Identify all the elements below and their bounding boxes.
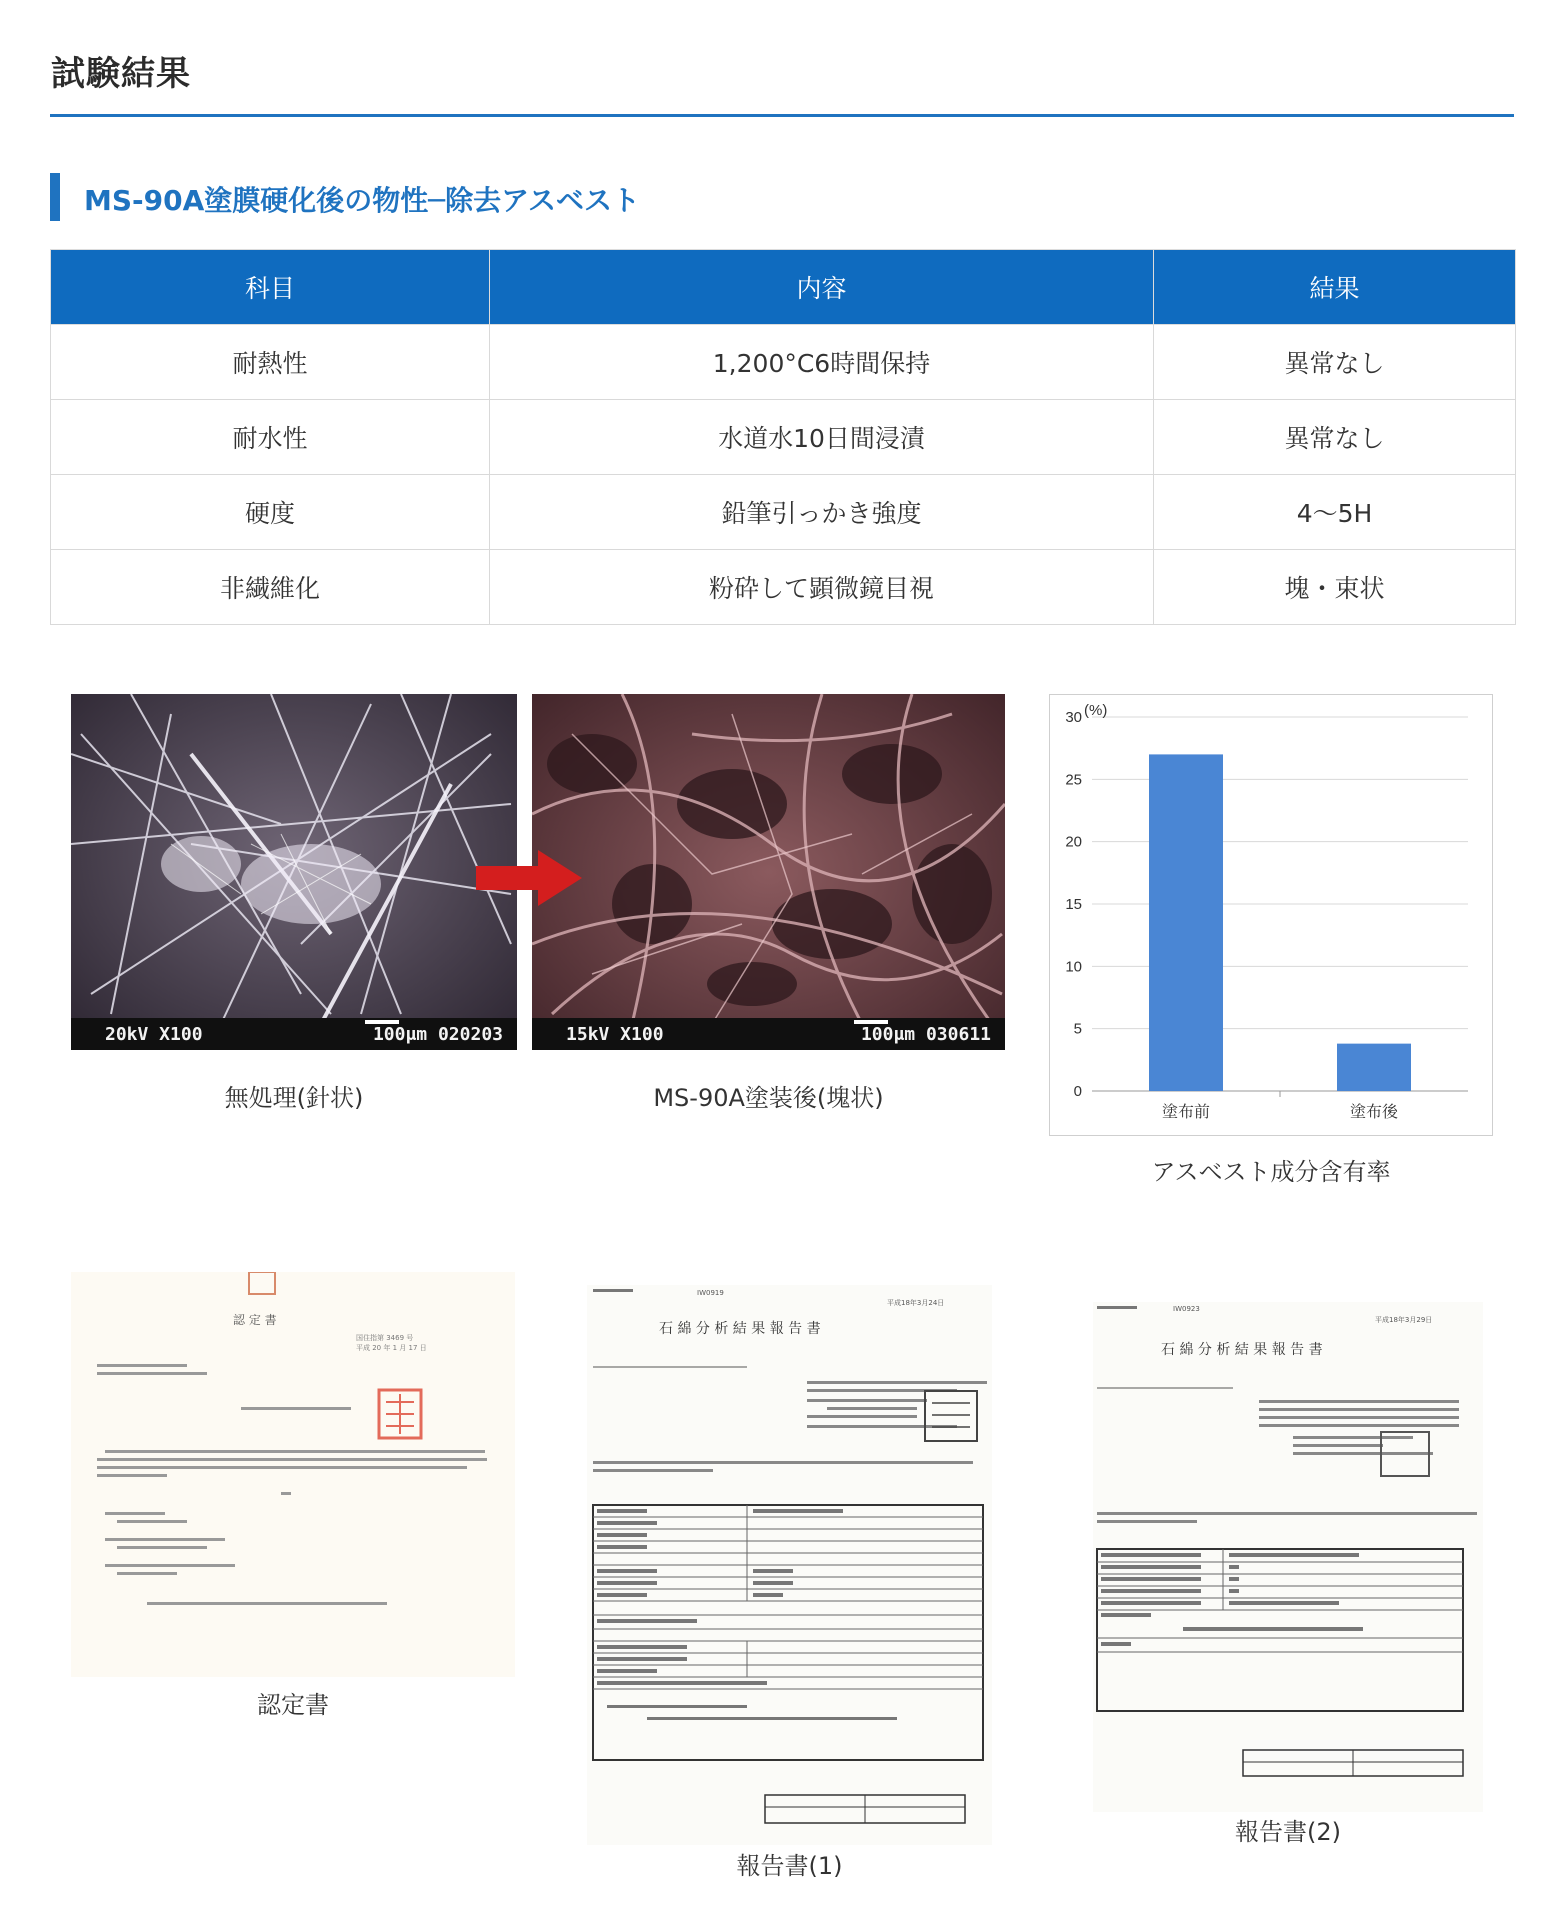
cell-subject: 硬度 <box>51 475 490 550</box>
report-2-image <box>1093 1302 1483 1812</box>
photo-caption-untreated: 無処理(針状) <box>224 1084 364 1112</box>
report-document-2 <box>1093 1302 1483 1812</box>
certificate-image <box>71 1272 515 1677</box>
y-tick-label: 10 <box>1065 958 1082 976</box>
sem-settings: 20kV X100 <box>105 1024 203 1045</box>
report-1-heading: 石 綿 分 析 結 果 報 告 書 <box>659 1321 821 1337</box>
bar-chart <box>1050 695 1492 1135</box>
certificate-number: 国住指第 3469 号 <box>356 1334 414 1342</box>
cell-content: 1,200°C6時間保持 <box>490 325 1154 400</box>
sem-photo-treated <box>532 694 1005 1050</box>
header-subject: 科目 <box>51 250 490 325</box>
certificate-date: 平成 20 年 1 月 17 日 <box>356 1344 427 1352</box>
cell-result: 4〜5H <box>1154 475 1516 550</box>
title-divider <box>50 114 1514 117</box>
report-2-number: IW0923 <box>1173 1305 1200 1313</box>
header-content: 内容 <box>490 250 1154 325</box>
table-header-row <box>51 250 1516 325</box>
sem-photo-untreated <box>71 694 517 1050</box>
arrow-right-icon <box>476 850 582 906</box>
y-tick-label: 30 <box>1065 709 1082 726</box>
cell-result: 塊・束状 <box>1154 550 1516 625</box>
y-tick-label: 20 <box>1065 833 1082 851</box>
report-1-image <box>587 1285 992 1845</box>
section-accent-bar <box>50 173 60 221</box>
sem-settings: 15kV X100 <box>566 1024 664 1045</box>
report-2-date: 平成18年3月29日 <box>1375 1316 1433 1324</box>
photo-caption-treated: MS-90A塗装後(塊状) <box>653 1084 884 1112</box>
cell-content: 水道水10日間浸漬 <box>490 400 1154 475</box>
x-tick-label: 塗布前 <box>1161 1102 1211 1121</box>
section-title: MS-90A塗膜硬化後の物性─除去アスベスト <box>84 184 641 217</box>
y-tick-label: 5 <box>1073 1020 1082 1038</box>
header-result: 結果 <box>1154 250 1516 325</box>
sem-scale-id: 100μm 020203 <box>372 1024 503 1045</box>
bar <box>1337 1044 1411 1091</box>
report-1-caption: 報告書(1) <box>736 1852 843 1880</box>
sem-scale-id: 100μm 030611 <box>860 1024 991 1045</box>
certificate-heading: 認 定 書 <box>233 1313 277 1327</box>
scale-bar <box>532 1018 1005 1050</box>
table-row <box>51 400 1516 475</box>
report-1-date: 平成18年3月24日 <box>887 1299 945 1307</box>
results-table <box>50 249 1516 625</box>
asbestos-content-chart <box>1049 694 1493 1136</box>
cell-result: 異常なし <box>1154 325 1516 400</box>
cell-content: 鉛筆引っかき強度 <box>490 475 1154 550</box>
cell-subject: 耐水性 <box>51 400 490 475</box>
report-document-1 <box>587 1285 992 1845</box>
clumped-fibers-image <box>532 694 1005 1050</box>
cell-result: 異常なし <box>1154 400 1516 475</box>
report-2-caption: 報告書(2) <box>1235 1818 1341 1846</box>
cell-content: 粉砕して顕微鏡目視 <box>490 550 1154 625</box>
table-row <box>51 475 1516 550</box>
table-row <box>51 325 1516 400</box>
table-row <box>51 550 1516 625</box>
cell-subject: 非繊維化 <box>51 550 490 625</box>
certificate-document <box>71 1272 515 1677</box>
y-tick-label: 15 <box>1065 896 1082 913</box>
y-tick-label: 25 <box>1065 771 1082 789</box>
y-tick-label: 0 <box>1073 1083 1082 1100</box>
chart-caption: アスベスト成分含有率 <box>1151 1158 1391 1186</box>
certificate-caption: 認定書 <box>257 1691 329 1719</box>
needle-fibers-image <box>71 694 517 1050</box>
cell-subject: 耐熱性 <box>51 325 490 400</box>
scale-bar <box>71 1018 517 1050</box>
y-axis-unit: (%) <box>1084 702 1108 719</box>
page-title: 試験結果 <box>51 54 191 94</box>
x-tick-label: 塗布後 <box>1349 1102 1399 1121</box>
report-2-heading: 石 綿 分 析 結 果 報 告 書 <box>1161 1342 1323 1358</box>
bar <box>1149 754 1223 1091</box>
report-1-number: IW0919 <box>697 1289 724 1297</box>
